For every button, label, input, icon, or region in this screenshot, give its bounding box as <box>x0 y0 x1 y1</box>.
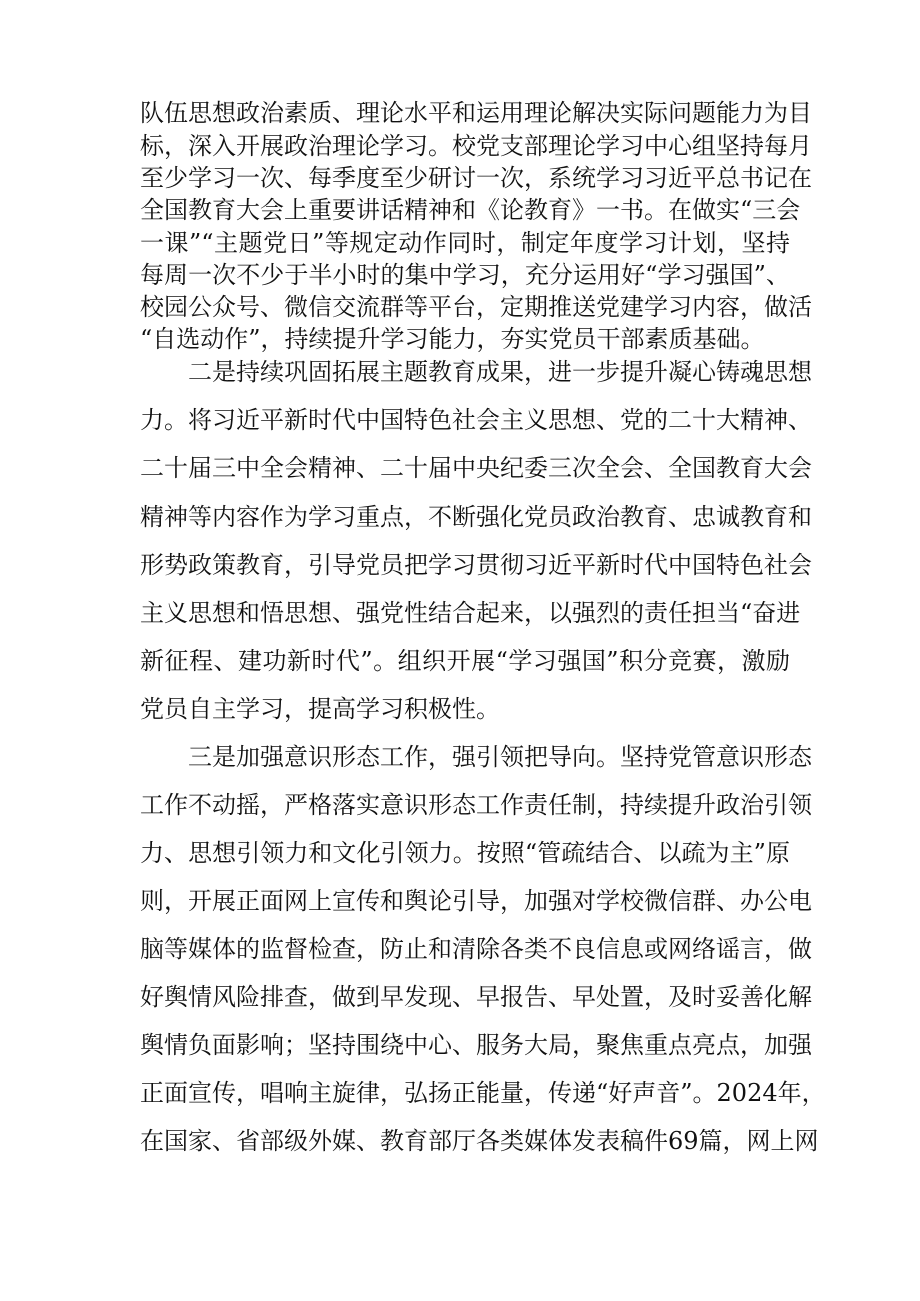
text-line: 一课”“主题党日”等规定动作同时，制定年度学习计划，坚持 <box>140 229 790 257</box>
text-line: 校园公众号、微信交流群等平台，定期推送党建学习内容，做活 <box>140 293 812 321</box>
text-line: 每周一次不少于半小时的集中学习，充分运用好“学习强国”、 <box>140 261 790 289</box>
text-line: 二十届三中全会精神、二十届中央纪委三次全会、全国教育大会 <box>140 454 812 482</box>
text-line: 力。将习近平新时代中国特色社会主义思想、党的二十大精神、 <box>140 406 812 434</box>
text-line: 好舆情风险排查，做到早发现、早报告、早处置，及时妥善化解 <box>140 983 812 1011</box>
text-line: 正面宣传，唱响主旋律，弘扬正能量，传递“好声音”。2024年， <box>140 1079 826 1107</box>
text-line: 舆情负面影响；坚持围绕中心、服务大局，聚焦重点亮点，加强 <box>140 1031 812 1059</box>
text-line: 三是加强意识形态工作，强引领把导向。坚持党管意识形态 <box>188 743 812 771</box>
text-line: “自选动作”，持续提升学习能力，夯实党员干部素质基础。 <box>140 325 765 353</box>
text-line: 精神等内容作为学习重点，不断强化党员政治教育、忠诚教育和 <box>140 503 812 531</box>
text-line: 力、思想引领力和文化引领力。按照“管疏结合、以疏为主”原 <box>140 839 790 867</box>
text-line: 在国家、省部级外媒、教育部厅各类媒体发表稿件69篇，网上网 <box>140 1127 819 1155</box>
text-line: 则，开展正面网上宣传和舆论引导，加强对学校微信群、办公电 <box>140 887 812 915</box>
text-line: 党员自主学习，提高学习积极性。 <box>140 695 500 723</box>
text-line: 主义思想和悟思想、强党性结合起来，以强烈的责任担当“奋进 <box>140 599 801 627</box>
text-line: 二是持续巩固拓展主题教育成果，进一步提升凝心铸魂思想 <box>188 358 812 386</box>
text-line: 标，深入开展政治理论学习。校党支部理论学习中心组坚持每月 <box>140 132 812 160</box>
text-line: 全国教育大会上重要讲话精神和《论教育》一书。在做实“三会 <box>140 196 801 224</box>
text-line: 至少学习一次、每季度至少研讨一次，系统学习习近平总书记在 <box>140 164 812 192</box>
text-line: 脑等媒体的监督检查，防止和清除各类不良信息或网络谣言，做 <box>140 935 812 963</box>
text-line: 队伍思想政治素质、理论水平和运用理论解决实际问题能力为目 <box>140 99 812 127</box>
text-line: 工作不动摇，严格落实意识形态工作责任制，持续提升政治引领 <box>140 791 812 819</box>
text-line: 新征程、建功新时代”。组织开展“学习强国”积分竞赛，激励 <box>140 647 790 675</box>
text-line: 形势政策教育，引导党员把学习贯彻习近平新时代中国特色社会 <box>140 551 812 579</box>
